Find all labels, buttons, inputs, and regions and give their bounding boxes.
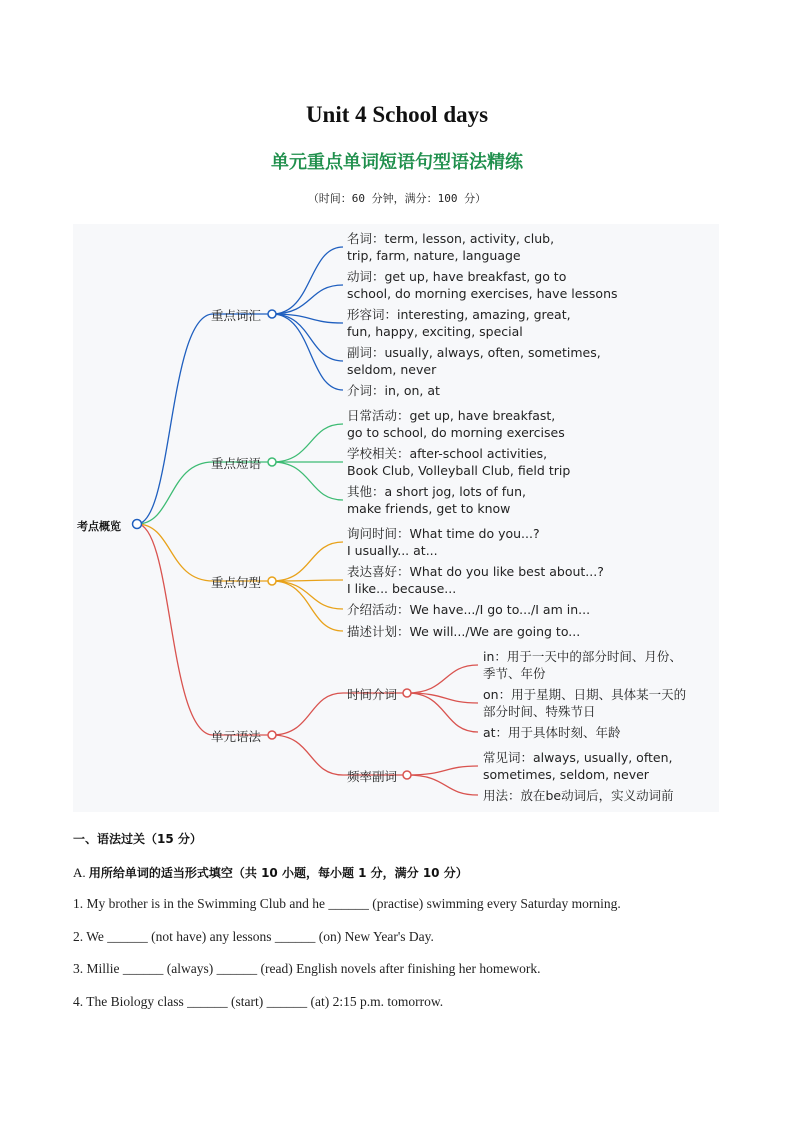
connector-patterns-leaf-4: [272, 581, 343, 631]
grammar-freq-label: 频率副词: [347, 769, 398, 784]
branch-patterns-label: 重点句型: [211, 575, 262, 590]
connector-freq-leaf-1: [407, 766, 478, 775]
phrases-leaf-daily: 日常活动：get up, have breakfast, go to school, do morning exercises: [347, 408, 565, 440]
page-title: Unit 4 School days: [305, 102, 489, 127]
patterns-leaf-activities: 介绍活动：We have.../I go to.../I am in...: [347, 602, 591, 617]
grammar-prep-label: 时间介词: [347, 687, 398, 702]
patterns-leaf-likes: 表达喜好：What do you like best about...? I like... because...: [347, 564, 604, 596]
connector-root-grammar: [137, 524, 272, 735]
mind-map: [73, 224, 719, 812]
patterns-leaf-plans: 描述计划：We will.../We are going to...: [347, 624, 581, 639]
vocab-leaf-verbs: 动词：get up, have breakfast, go to school, do morning exercises, have lessons: [347, 269, 618, 301]
connector-prep-leaf-3: [407, 693, 478, 732]
connector-vocab-leaf-5: [272, 314, 343, 390]
connector-phrases-leaf-1: [272, 424, 343, 462]
vocab-leaf-adjectives: 形容词：interesting, amazing, great, fun, happy, exciting, special: [347, 307, 571, 339]
connector-vocab-leaf-4: [272, 314, 343, 361]
mind-map-root: 考点概览: [77, 520, 121, 533]
prep-node-dot: [403, 689, 411, 697]
connector-phrases-leaf-3: [272, 462, 343, 500]
question-item: 1. My brother is in the Swimming Club and he ______ (practise) swimming every Saturday morning.: [73, 896, 621, 911]
part-a-heading: [73, 864, 468, 881]
prep-leaf-at: at：用于具体时刻、年龄: [483, 725, 621, 740]
connector-vocab-leaf-1: [272, 247, 343, 314]
phrases-leaf-other: 其他：a short jog, lots of fun, make friends, get to know: [347, 484, 526, 516]
part-a-title: 用所给单词的适当形式填空（共 10 小题，每小题 1 分，满分 10 分）: [88, 866, 468, 880]
connector-patterns-leaf-3: [272, 581, 343, 609]
question-item: 4. The Biology class ______ (start) ______ (at) 2:15 p.m. tomorrow.: [73, 994, 444, 1009]
freq-leaf-common: 常见词：always, usually, often, sometimes, seldom, never: [483, 750, 673, 782]
part-a-prefix: A.: [73, 865, 89, 880]
prep-leaf-on: on：用于星期、日期、具体某一天的 部分时间、特殊节日: [483, 687, 687, 719]
vocab-node-dot: [268, 310, 276, 318]
section-heading: 一、语法过关（15 分）: [73, 832, 202, 846]
grammar-node-dot: [268, 731, 276, 739]
vocab-leaf-nouns: 名词：term, lesson, activity, club, trip, farm, nature, language: [347, 231, 555, 263]
connector-root-vocab: [137, 314, 272, 524]
branch-grammar-label: 单元语法: [211, 729, 262, 744]
question-item: 2. We ______ (not have) any lessons ______ (on) New Year's Day.: [73, 929, 434, 944]
time-info: （时间：60 分钟，满分：100 分）: [307, 192, 487, 205]
phrases-node-dot: [268, 458, 276, 466]
vocab-leaf-prepositions: 介词：in, on, at: [347, 383, 440, 398]
question-item: 3. Millie ______ (always) ______ (read) English novels after finishing her homework.: [73, 961, 541, 976]
root-node-dot: [133, 520, 142, 529]
patterns-leaf-time: 询问时间：What time do you...? I usually... at...: [347, 526, 540, 558]
branch-vocab-label: 重点词汇: [211, 308, 262, 323]
patterns-node-dot: [268, 577, 276, 585]
connector-prep-leaf-1: [407, 665, 478, 693]
connector-vocab-leaf-2: [272, 285, 343, 314]
branch-phrases-label: 重点短语: [211, 456, 262, 471]
page-subtitle: 单元重点单词短语句型语法精练: [271, 152, 523, 173]
freq-leaf-usage: 用法：放在be动词后，实义动词前: [483, 788, 674, 803]
vocab-leaf-adverbs: 副词：usually, always, often, sometimes, seldom, never: [347, 345, 601, 377]
connector-freq-leaf-2: [407, 775, 478, 795]
connector-patterns-leaf-1: [272, 542, 343, 581]
phrases-leaf-school: 学校相关：after-school activities, Book Club, Volleyball Club, field trip: [347, 446, 571, 478]
freq-node-dot: [403, 771, 411, 779]
prep-leaf-in: in：用于一天中的部分时间、月份、 季节、年份: [483, 649, 682, 681]
